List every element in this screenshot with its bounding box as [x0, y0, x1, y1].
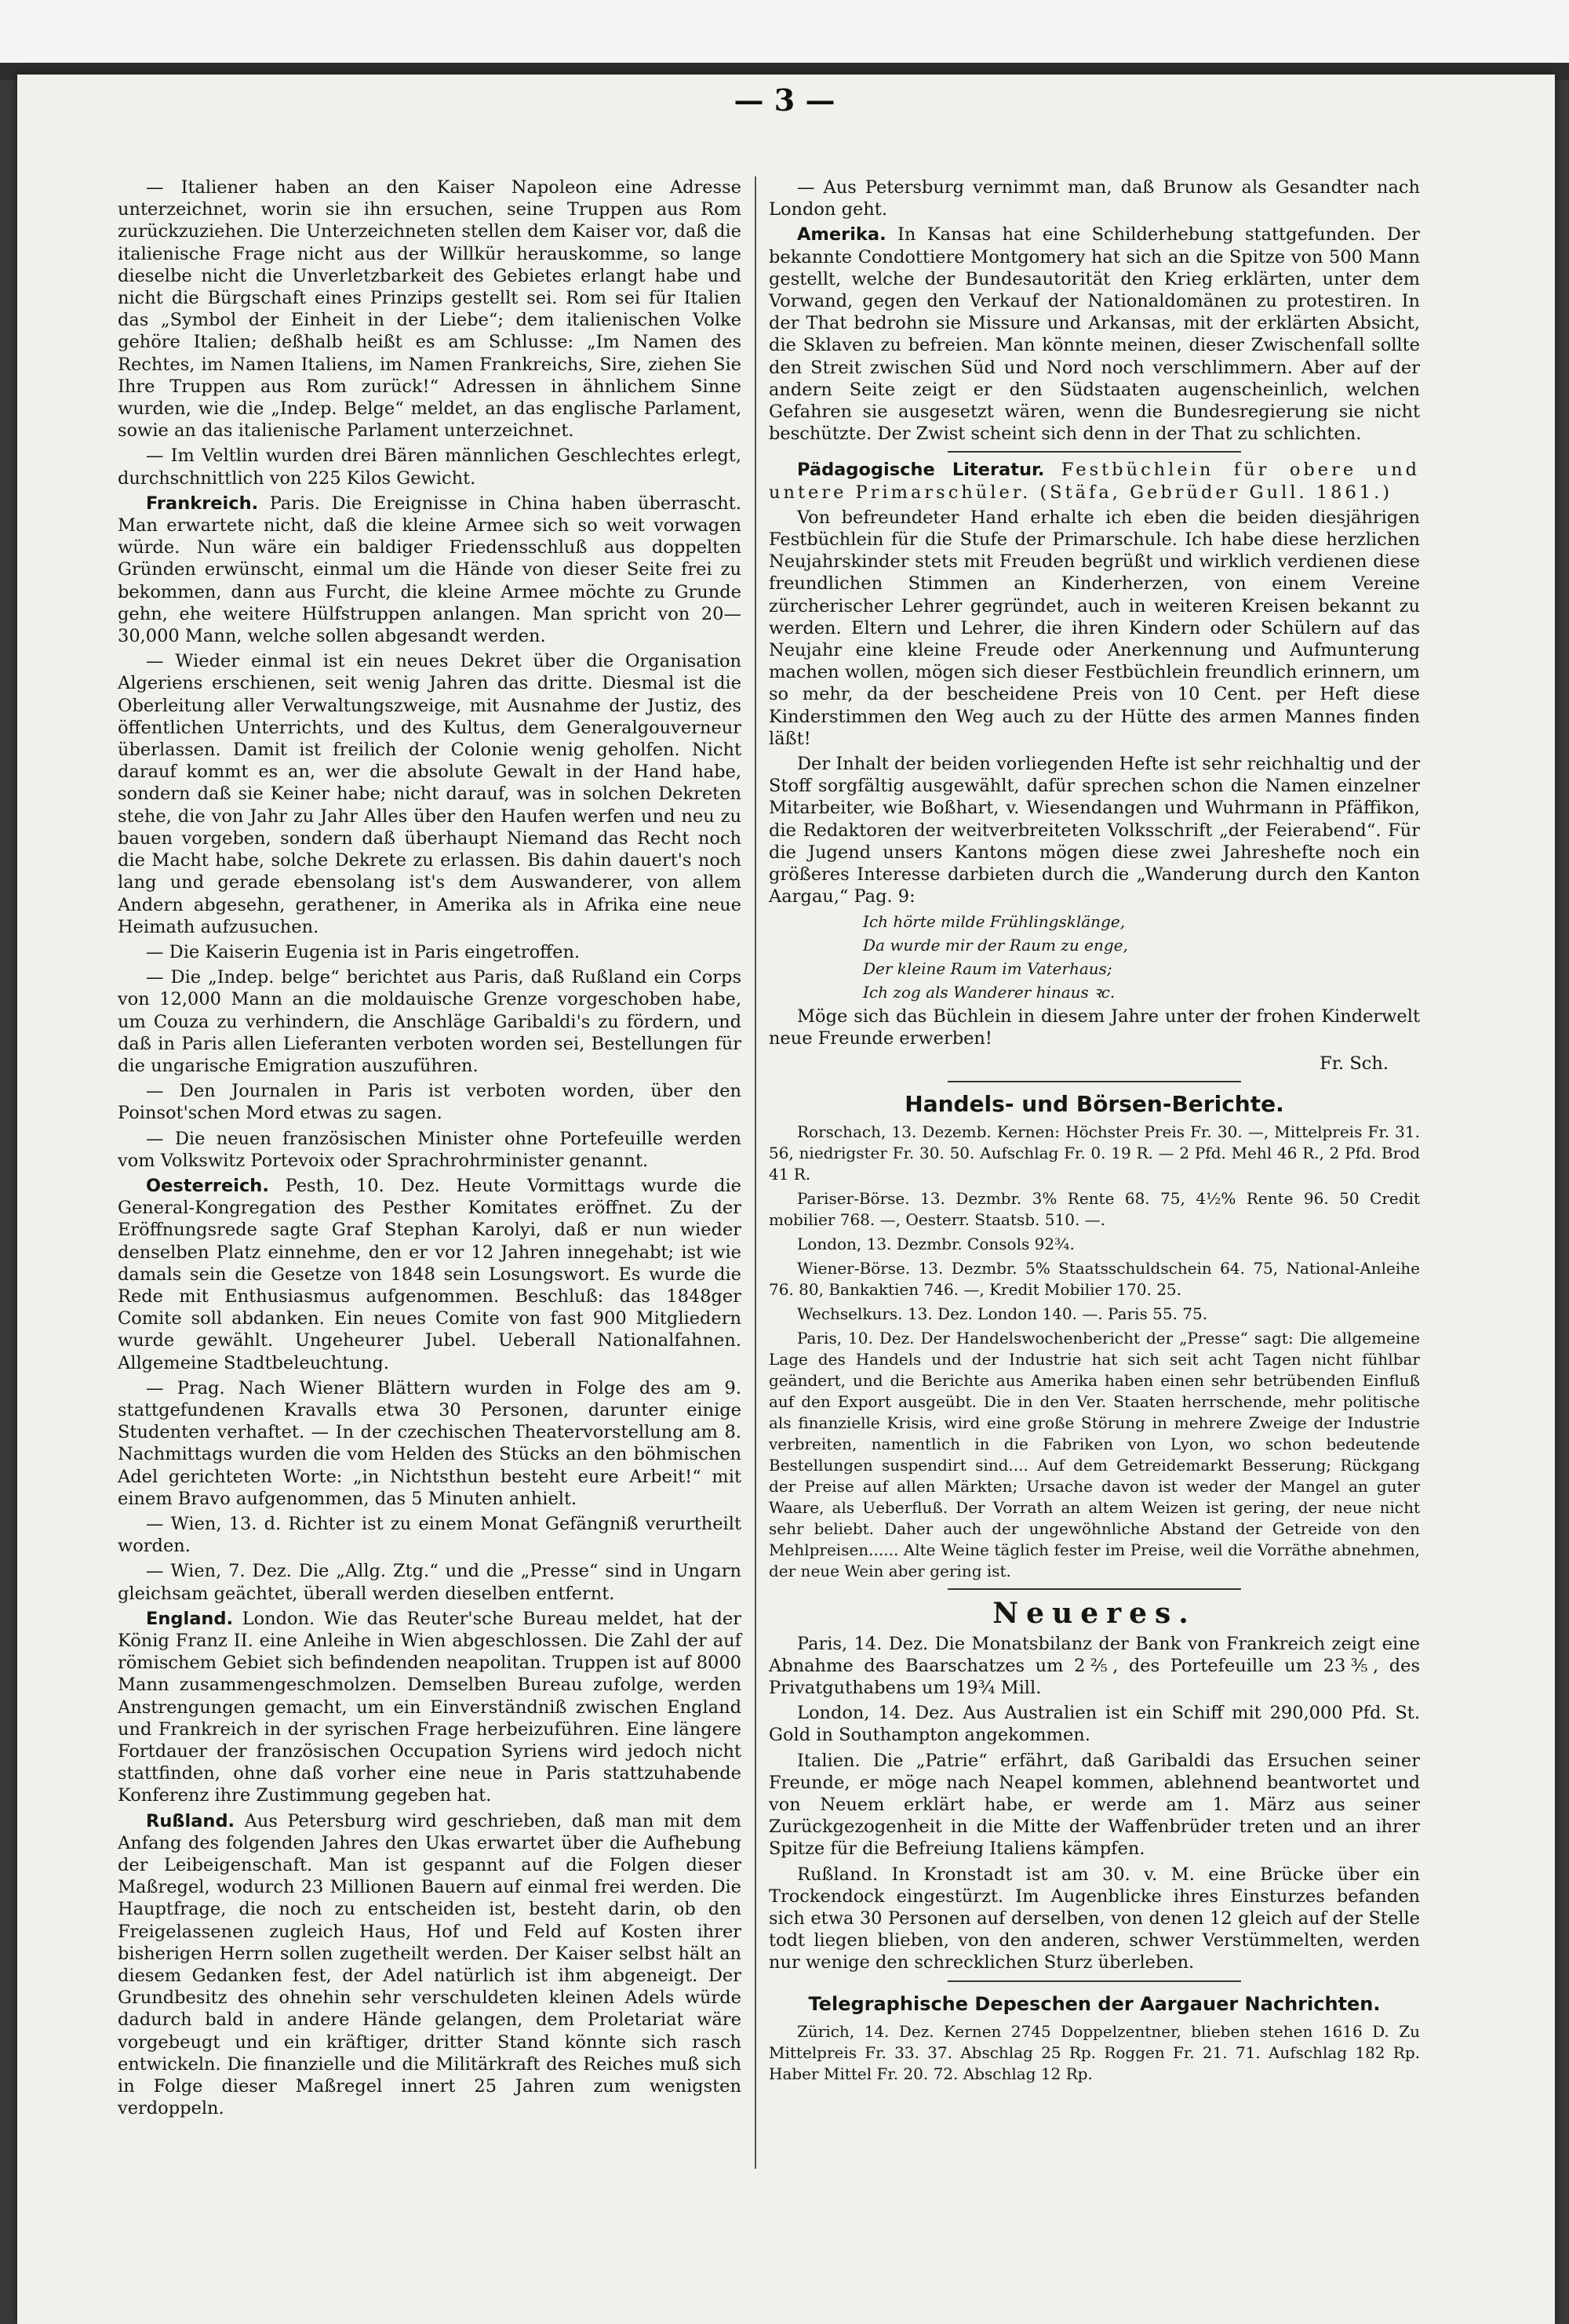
article-text: London, 13. Dezmbr. Consols 92¾.: [797, 1235, 1075, 1254]
right-column: [769, 176, 1420, 2088]
article-wien1: [118, 1513, 741, 1557]
article-lit1: [769, 507, 1420, 750]
article-head: Frankreich.: [146, 493, 259, 514]
article-text: — Prag. Nach Wiener Blättern wurden in Folge des am 9. stattgefundenen Kravalls etwa 30 Personen, darunter einige Studenten verhaftet. — In der czechischen Theatervorstellung am 8. Nachmittags wurden die vom Helden des Stücks an den böhmischen Adel gerichteten Worte: „in Nichtsthun besteht eure Arbeit!“ mit einem Bravo aufgenommen, das 5 Minuten anhielt.: [118, 1377, 741, 1509]
article-n2: [769, 1702, 1420, 1746]
article-text: Aus Petersburg wird geschrieben, daß man mit dem Anfang des folgenden Jahres den Ukas erwartet über die Aufhebung der Leibeigenschaft. Man ist gespannt auf die Folgen dieser Maßregel, wodurch 23 Millionen Bauern auf einmal frei werden. Die Hauptfrage, die noch zu entscheiden ist, besteht darin, ob den Freigelassenen zugleich Haus, Hof und Feld auf Kosten ihrer bisherigen Herrn sollen zugetheilt werden. Der Kaiser selbst hält an diesem Gedanken fest, der Adel natürlich ist ihm abgeneigt. Der Grundbesitz des ohnehin sehr verschuldeten kleinen Adels würde dadurch bald in andere Hände gelangen, dem Proletariat wäre vorgebeugt und ein kräftiger, dritter Stand könnte sich rasch entwickeln. Die finanzielle und die Militärkraft des Reiches muß sich in Folge dieser Maßregel innert 25 Jahren zum wenigsten verdoppeln.: [118, 1810, 742, 2119]
article-russland: [118, 1810, 741, 2120]
column-divider: [755, 176, 756, 2169]
article-text: — Italiener haben an den Kaiser Napoleon eine Adresse unterzeichnet, worin sie ihn ersuchen, seine Truppen aus Rom zurückzuziehen. Die Unterzeichneten stellen dem Kaiser vor, daß die italienische Frage nicht aus der Willkür herauskomme, so lange dieselbe nicht die Unverletzbarkeit des Gebietes erlangt habe und nicht die Bürgschaft eines Prinzips gestellt sei. Rom sei für Italien das „Symbol der Einheit in der Liebe“; dem italienischen Volke gehöre Italien; deßhalb heißt es am Schlusse: „Im Namen des Rechtes, im Namen Italiens, im Namen Frankreichs, Sire, ziehen Sie Ihre Truppen aus Rom zurück!“ Adressen in ähnlichem Sinne wurden, wie die „Indep. Belge“ meldet, an das englische Parlament, sowie an das italienische Parlament unterzeichnet.: [118, 177, 741, 442]
article-text: Rorschach, 13. Dezemb. Kernen: Höchster Preis Fr. 30. —, Mittelpreis Fr. 31. 56, niedrigster Fr. 30. 50. Aufschlag Fr. 0. 19 R. — 2 Pfd. Mehl 46 R., 2 Pfd. Brod 41 R.: [769, 1122, 1420, 1184]
article-journalen: [118, 1080, 741, 1124]
article-text: — Die Kaiserin Eugenia ist in Paris eingetroffen.: [146, 941, 581, 962]
article-head: Rußland.: [146, 1810, 235, 1831]
article-text: Wiener-Börse. 13. Dezmbr. 5% Staatsschuldschein 64. 75, National-Anleihe 76. 80, Bankaktien 746. —, Kredit Mobilier 170. 25.: [769, 1259, 1420, 1300]
depeschen-heading: Telegraphische Depeschen der Aargauer Nachrichten.: [808, 1992, 1381, 2015]
article-text: Von befreundeter Hand erhalte ich eben die beiden diesjährigen Festbüchlein für die Stufe der Primarschule. Ich habe diese herzlichen Neujahrskinder stets mit Freuden begrüßt und wirklich verdienen diese freundlichen Stimmen an Kinderherzen, von einem Vereine zürcherischer Lehrer gegründet, auch in weiteren Kreisen bekannt zu werden. Eltern und Lehrer, die ihren Kindern oder Schülern auf das Neujahr eine kleine Freude oder Anerkennung und Aufmunterung machen wollen, mögen sich dieser Festbüchlein freundlich erinnern, um so mehr, da der bescheidene Preis von 10 Cent. per Heft diese Kinderstimmen den Weg auch zu der Hütte des armen Mannes finden läßt!: [769, 507, 1420, 749]
page-number: — 3 —: [734, 82, 835, 118]
article-lit2: [769, 753, 1420, 907]
article-text: Pesth, 10. Dez. Heute Vormittags wurde die General-Kongregation des Pesther Komitates eröffnet. Zu der Eröffnungsrede sagte Graf Stephan Karolyi, daß er nun wieder denselben Platz einnehme, den er vor 12 Jahren innegehabt; ist wie damals sein die Gesetze von 1848 sein Losungswort. Es wurde die Rede mit Enthusiasmus aufgenommen. Beschluß: das 1848ger Comite soll abdanken. Ein neues Comite von fast 900 Mitgliedern wurde gewählt. Ungeheurer Jubel. Ueberall Nationalfahnen. Allgemeine Stadtbeleuchtung.: [118, 1175, 741, 1373]
article-text: Rußland. In Kronstadt ist am 30. v. M. eine Brücke über ein Trockendock eingestürzt. Im Augenblicke ihres Einsturzes befanden sich etwa 30 Personen auf derselben, von denen 12 gleich auf der Stelle todt liegen blieben, von den anderen, schwer Verstümmelten, werden nur wenige den schrecklichen Sturz überleben.: [769, 1864, 1420, 1973]
article-algerien: [118, 650, 741, 938]
article-oesterreich: [118, 1175, 741, 1374]
article-text: — Wien, 13. d. Richter ist zu einem Monat Gefängniß verurtheilt worden.: [118, 1513, 741, 1557]
article-h4: [769, 1258, 1420, 1300]
article-head: Amerika.: [797, 224, 886, 245]
poem-line: Ich hörte milde Frühlingsklänge,: [863, 911, 1126, 931]
article-head: Oesterreich.: [146, 1175, 269, 1196]
article-eugenia: [118, 941, 741, 963]
article-prag: [118, 1377, 741, 1510]
article-amerika: [769, 224, 1420, 445]
article-h6: [769, 1328, 1420, 1582]
article-text: — Aus Petersburg vernimmt man, daß Brunow als Gesandter nach London geht.: [769, 177, 1420, 220]
poem-line: Da wurde mir der Raum zu enge,: [863, 935, 1128, 955]
article-text: Pariser-Börse. 13. Dezmbr. 3% Rente 68. 75, 4½% Rente 96. 50 Credit mobilier 768. —, Oesterr. Staatsb. 510. —.: [769, 1189, 1420, 1230]
article-brunow: [769, 176, 1420, 220]
article-h5: [769, 1304, 1420, 1325]
article-wien2: [118, 1560, 741, 1604]
article-text: London, 14. Dez. Aus Australien ist ein Schiff mit 290,000 Pfd. St. Gold in Southampton angekommen.: [769, 1703, 1420, 1746]
section-rule: [948, 1588, 1241, 1590]
section-rule: [948, 1980, 1241, 1982]
article-veltlin: [118, 445, 741, 489]
article-text: — Wien, 7. Dez. Die „Allg. Ztg.“ und die „Presse“ sind in Ungarn gleichsam geächtet, überall werden dieselben entfernt.: [118, 1561, 741, 1604]
poem: [769, 911, 1420, 1002]
article-h2: [769, 1188, 1420, 1231]
article-n3: [769, 1750, 1420, 1860]
article-text: — Wieder einmal ist ein neues Dekret über die Organisation Algeriens erschienen, seit wenig Jahren das dritte. Diesmal ist die Oberleitung aller Verwaltungszweige, mit Ausnahme der Justiz, des öffentlichen Unterrichts, und des Kultus, dem Generalgouverneur überlassen. Damit ist freilich der Colonie wenig geholfen. Nicht darauf kommt es an, wer die absolute Gewalt in der Hand habe, sondern daß sie Keiner habe; nicht darauf, was in solchen Dekreten stehe, die von Jahr zu Jahr Alles über den Haufen werfen und neu zu bauen vorgeben, sondern daß überhaupt Niemand das Recht noch die Macht habe, solche Dekrete zu erlassen. Bis dahin dauert's noch lang und gerade ebensolang ist's dem Auswanderer, von allem Andern abgesehn, gerathener, in Amerika als in Afrika eine neue Heimath aufzusuchen.: [118, 651, 741, 937]
literatur-signature: Fr. Sch.: [1320, 1053, 1389, 1074]
article-text: London. Wie das Reuter'sche Bureau meldet, hat der König Franz II. eine Anleihe in Wien abgeschlossen. Die Zahl der auf römischem Gebiet sich befindenden neapolitan. Truppen ist auf 8000 Mann zusammengeschmolzen. Demselben Bureau zufolge, werden Anstrengungen gemacht, um ein Einverständniß zwischen England und Frankreich in der syrischen Frage herbeizuführen. Eine längere Fortdauer der französischen Occupation Syriens wird jedoch nicht stattfinden, ohne daß vorher eine neue in Paris stattzuhabende Konferenz ihre Zustimmung gegeben hat.: [118, 1608, 741, 1806]
handels-heading: Handels- und Börsen-Berichte.: [905, 1091, 1284, 1118]
article-text: — Die neuen französischen Minister ohne Portefeuille werden vom Volkswitz Portevoix oder Sprachrohrminister genannt.: [118, 1128, 741, 1171]
article-text: In Kansas hat eine Schilderhebung stattgefunden. Der bekannte Condottiere Montgomery hat sich an die Spitze von 500 Mann gestellt, welche der Bundesautorität den Krieg erklärten, unter dem Vorwand, gegen den Verkauf der Nationaldomänen zu protestiren. In der That bedrohn sie Missure und Arkansas, mit der erklärten Absicht, die Sklaven zu befreien. Man könnte meinen, dieser Zwischenfall sollte den Streit zwischen Süd und Nord noch verschlimmern. Aber auf der andern Seite zeigt er den Südstaaten augenscheinlich, welchen Gefahren sie ausgesetzt wären, wenn die Bundesregierung sie nicht beschützte. Der Zwist scheint sich denn in der That zu schlichten.: [769, 224, 1420, 445]
article-text: — Im Veltlin wurden drei Bären männlichen Geschlechtes erlegt, durchschnittlich von 225 Kilos Gewicht.: [118, 446, 741, 489]
article-italiener: [118, 176, 741, 442]
article-n1: [769, 1633, 1420, 1700]
section-rule: [948, 451, 1241, 453]
article-minister: [118, 1128, 741, 1172]
article-text: Paris. Die Ereignisse in China haben überrascht. Man erwartete nicht, daß die kleine Armee sich so weit vorwagen würde. Nun wäre ein baldiger Friedensschluß aus doppelten Gründen erwünscht, einmal um die Hände von dieser Seite frei zu bekommen, dann aus Furcht, die kleine Armee möchte zu Grunde gehn, ehe weitere Hülfstruppen anlangen. Man spricht von 20—30,000 Mann, welche sollen abgesandt werden.: [118, 493, 741, 647]
left-column: [118, 176, 741, 2122]
article-text: — Den Journalen in Paris ist verboten worden, über den Poinsot'schen Mord etwas zu sagen.: [118, 1081, 741, 1124]
article-frankreich: [118, 493, 741, 647]
poem-line: Ich zog als Wanderer hinaus ꝛc.: [863, 982, 1116, 1002]
article-text: Italien. Die „Patrie“ erfährt, daß Garibaldi das Ersuchen seiner Freunde, er möge nach Neapel kommen, ablehnend beantwortet und von Neuem erklärt habe, er werde am 1. März aus seiner Zurückgezogenheit in die Mitte der Waffenbrüder treten und an ihrer Spitze für die Befreiung Italiens kämpfen.: [769, 1750, 1420, 1860]
article-n4: [769, 1864, 1420, 1974]
literatur-intro: Pädagogische Literatur. Festbüchlein für obere und untere Primarschüler. (Stäfa, Gebrüder Gull. 1861.): [769, 460, 1420, 503]
article-england: [118, 1608, 741, 1807]
article-text: Paris, 10. Dez. Der Handelswochenbericht der „Presse“ sagt: Die allgemeine Lage des Handels und der Industrie hat sich seit acht Tagen nicht fühlbar geändert, und die Berichte aus Amerika haben einen sehr betrübenden Einfluß auf den Export ausgeübt. Die in den Ver. Staaten herrschende, mehr politische als finanzielle Krisis, wird eine große Störung in mehrere Zweige der Industrie verbreiten, namentlich in die Fabriken von Lyon, wo schon bedeutende Bestellungen suspendirt sind.... Auf dem Getreidemarkt Besserung; Rückgang der Preise auf allen Märkten; Ursache davon ist weder der Mangel an guter Waare, als Ueberfluß. Der Vorrath an altem Weizen ist gering, der neue nicht sehr beliebt. Daher auch der ungewöhnliche Abstand der Getreide von den Mehlpreisen...... Alte Weine täglich fester im Preise, weil die Vorräthe abnehmen, der neue Wein aber gering ist.: [769, 1329, 1420, 1581]
article-head: England.: [146, 1608, 234, 1629]
poem-line: Der kleine Raum im Vaterhaus;: [863, 958, 1112, 978]
article-h3: [769, 1234, 1420, 1255]
depeschen-text: Zürich, 14. Dez. Kernen 2745 Doppelzentner, blieben stehen 1616 D. Zu Mittelpreis Fr. 33. 37. Abschlag 25 Rp. Roggen Fr. 21. 71. Aufschlag 182 Rp. Haber Mittel Fr. 20. 72. Abschlag 12 Rp.: [769, 2021, 1420, 2083]
article-text: Der Inhalt der beiden vorliegenden Hefte ist sehr reichhaltig und der Stoff sorgfältig ausgewählt, dafür sprechen schon die Namen einzelner Mitarbeiter, wie Boßhart, v. Wiesendangen und Wuhrmann in Pfäffikon, die Redaktoren der weitverbreiteten Volksschrift „der Feierabend“. Für die Jugend unsers Kantons mögen diese zwei Jahreshefte noch ein größeres Interesse darbieten durch die „Wanderung durch den Kanton Aargau,“ Pag. 9:: [769, 754, 1420, 907]
neueres-heading: Neueres.: [992, 1597, 1196, 1631]
literatur-close: Möge sich das Büchlein in diesem Jahre unter der frohen Kinderwelt neue Freunde erwerben!: [769, 1006, 1420, 1049]
article-text: — Die „Indep. belge“ berichtet aus Paris, daß Rußland ein Corps von 12,000 Mann an die moldauische Grenze vorgeschoben habe, um Couza zu verhindern, die Anschläge Garibaldi's zu fördern, und daß in Paris allen Lieferanten verboten worden sei, Bestellungen für die ungarische Emigration auszuführen.: [118, 967, 741, 1076]
article-corps: [118, 966, 741, 1077]
section-rule: [948, 1081, 1241, 1082]
article-h1: [769, 1122, 1420, 1185]
article-text: Wechselkurs. 13. Dez. London 140. —. Paris 55. 75.: [797, 1304, 1208, 1324]
article-text: Paris, 14. Dez. Die Monatsbilanz der Bank von Frankreich zeigt eine Abnahme des Baarschatzes um 2⅖, des Portefeuille um 23⅗, des Privatguthabens um 19¾ Mill.: [769, 1633, 1420, 1698]
